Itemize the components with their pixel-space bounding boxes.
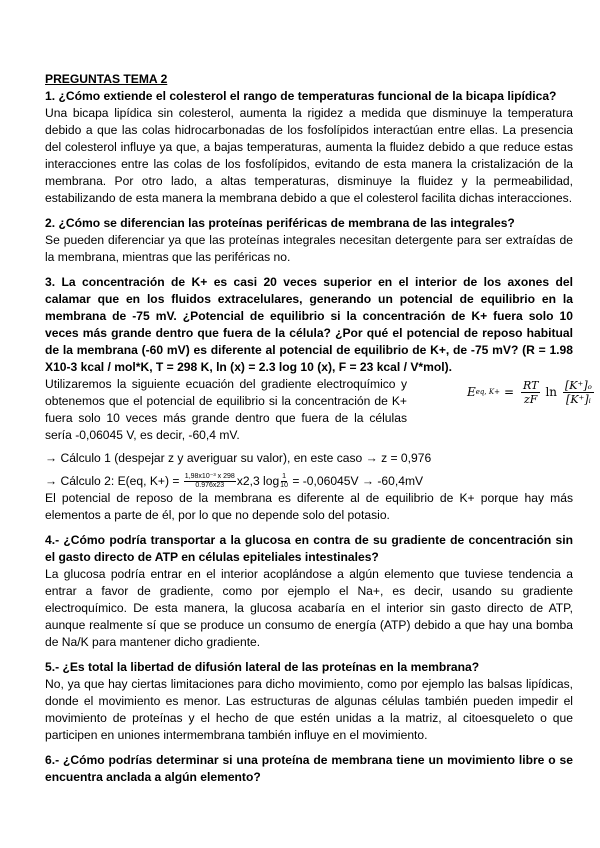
calc2-log-den: 10 bbox=[280, 482, 288, 490]
calc2-frac-num: 1,98x10⁻³ x 298 bbox=[184, 473, 235, 481]
calculation-1: → Cálculo 1 (despejar z y averiguar su valor), en este caso → z = 0,976 bbox=[45, 451, 432, 465]
calc2-mid: x2,3 log bbox=[236, 474, 280, 488]
document-title: PREGUNTAS TEMA 2 bbox=[45, 72, 168, 86]
answer-4: La glucosa podría entrar en el interior acoplándose a algún elemento que tuviese tendencia a entrar a favor de gradiente, como por ejemplo el Na+, es decir, usando su gradiente electroquímico. De esta manera, la glucosa acabaría en el interior sin gasto directo de ATP, aunque realmente sí que se produce un consumo de energía (ATP) debido a que hay una bomba de Na/K para mantener dicho gradiente. bbox=[45, 567, 573, 650]
formula-lhs: E bbox=[467, 385, 476, 399]
calc2-frac-den: 0.976x23 bbox=[195, 482, 225, 490]
question-5: 5.- ¿Es total la libertad de difusión lateral de las proteínas en la membrana? bbox=[45, 660, 480, 675]
formula-ln: ln bbox=[545, 385, 558, 399]
question-6: 6.- ¿Cómo podrías determinar si una proteína de membrana tiene un movimiento libre o se encuentra anclada a algún elemento? bbox=[45, 753, 573, 785]
answer-5: No, ya que hay ciertas limitaciones para dicho movimiento, como por ejemplo las balsas lipídicas, donde el movimiento es menor. Las estructuras de algunas células también pueden impedir el movimiento de proteínas y el hecho de que estén unidas a la matriz, al citoesqueleto o que participen en uniones intermembrana también influye en el movimiento. bbox=[45, 677, 573, 743]
formula-lhs-sub: eq, K+ bbox=[475, 388, 500, 396]
calc2-log-num: 1 bbox=[282, 473, 287, 481]
formula-den: zF bbox=[524, 393, 538, 406]
document-page bbox=[45, 71, 592, 786]
nernst-equation bbox=[467, 379, 597, 406]
formula-num: RT bbox=[523, 379, 539, 392]
formula-equals: = bbox=[503, 385, 514, 399]
answer-1: Una bicapa lipídica sin colesterol, aumenta la rigidez a medida que disminuye la temperatura debido a que las colas hidrocarbonadas de los fosfolípidos interactúan entre ellas. La presencia del colesterol influye ya que, a bajas temperaturas, aumenta la fluidez debido a que reduce estas interacciones entre las colas de los fosfolípidos, evitando de esta manera la cristalización de la membrana. Por otro lado, a altas temperaturas, disminuye la fluidez y la permeabilidad, estabilizando de esta manera la membrana debido a que el colesterol facilita dichas interacciones. bbox=[45, 106, 573, 205]
calc2-fraction bbox=[184, 473, 236, 490]
answer-3-intro-block bbox=[45, 376, 592, 444]
answer-3-end: El potencial de reposo de la membrana es diferente al de equilibrio de K+ porque hay más elementos a parte de él, por lo que no depende solo del potasio. bbox=[45, 491, 573, 523]
calculation-2 bbox=[45, 473, 573, 490]
question-2: 2. ¿Cómo se diferencian las proteínas periféricas de membrana de las integrales? bbox=[45, 216, 515, 230]
formula-ratio-num: [K⁺]ₒ bbox=[565, 379, 592, 392]
formula-ratio-den: [K⁺]ᵢ bbox=[566, 393, 591, 406]
question-1: 1. ¿Cómo extiende el colesterol el rango de temperaturas funcional de la bicapa lipídica? bbox=[45, 89, 557, 103]
calc2-prefix: → Cálculo 2: E(eq, K+) = bbox=[45, 474, 183, 488]
question-4: 4.- ¿Cómo podría transportar a la glucosa en contra de su gradiente de concentración sin el gasto directo de ATP en células epiteliales intestinales? bbox=[45, 533, 573, 565]
calc2-log-fraction bbox=[280, 473, 288, 490]
calc2-suffix: = -0,06045V → -60,4mV bbox=[288, 474, 424, 488]
question-3: 3. La concentración de K+ es casi 20 veces superior en el interior de los axones del calamar que en los fluidos extracelulares, generando un potencial de equilibrio en la membrana de -75 mV. ¿Potencial de equilibrio si la concentración de K+ fuera solo 10 veces más grande dentro que fuera de la célula? ¿Por qué el potencial de reposo habitual de la membrana (-60 mV) es diferente al potencial de equilibrio de K+, de -75 mV? (R = 1.98 X10-3 kcal / mol*K, T = 298 K, ln (x) = 2.3 log 10 (x), F = 23 kcal / V*mol). bbox=[45, 275, 573, 374]
formula-ratio bbox=[563, 379, 594, 406]
formula-rt-zf bbox=[521, 379, 540, 406]
answer-2: Se pueden diferenciar ya que las proteínas integrales necesitan detergente para ser extraídas de la membrana, mientras que las periféricas no. bbox=[45, 233, 573, 264]
answer-3-intro: Utilizaremos la siguiente ecuación del gradiente electroquímico y obtenemos que el potencial de equilibrio si la concentración de K+ fuera solo 10 veces más grande dentro que fuera de la células sería -0,06045 V, es decir, -60,4 mV. bbox=[45, 377, 407, 442]
